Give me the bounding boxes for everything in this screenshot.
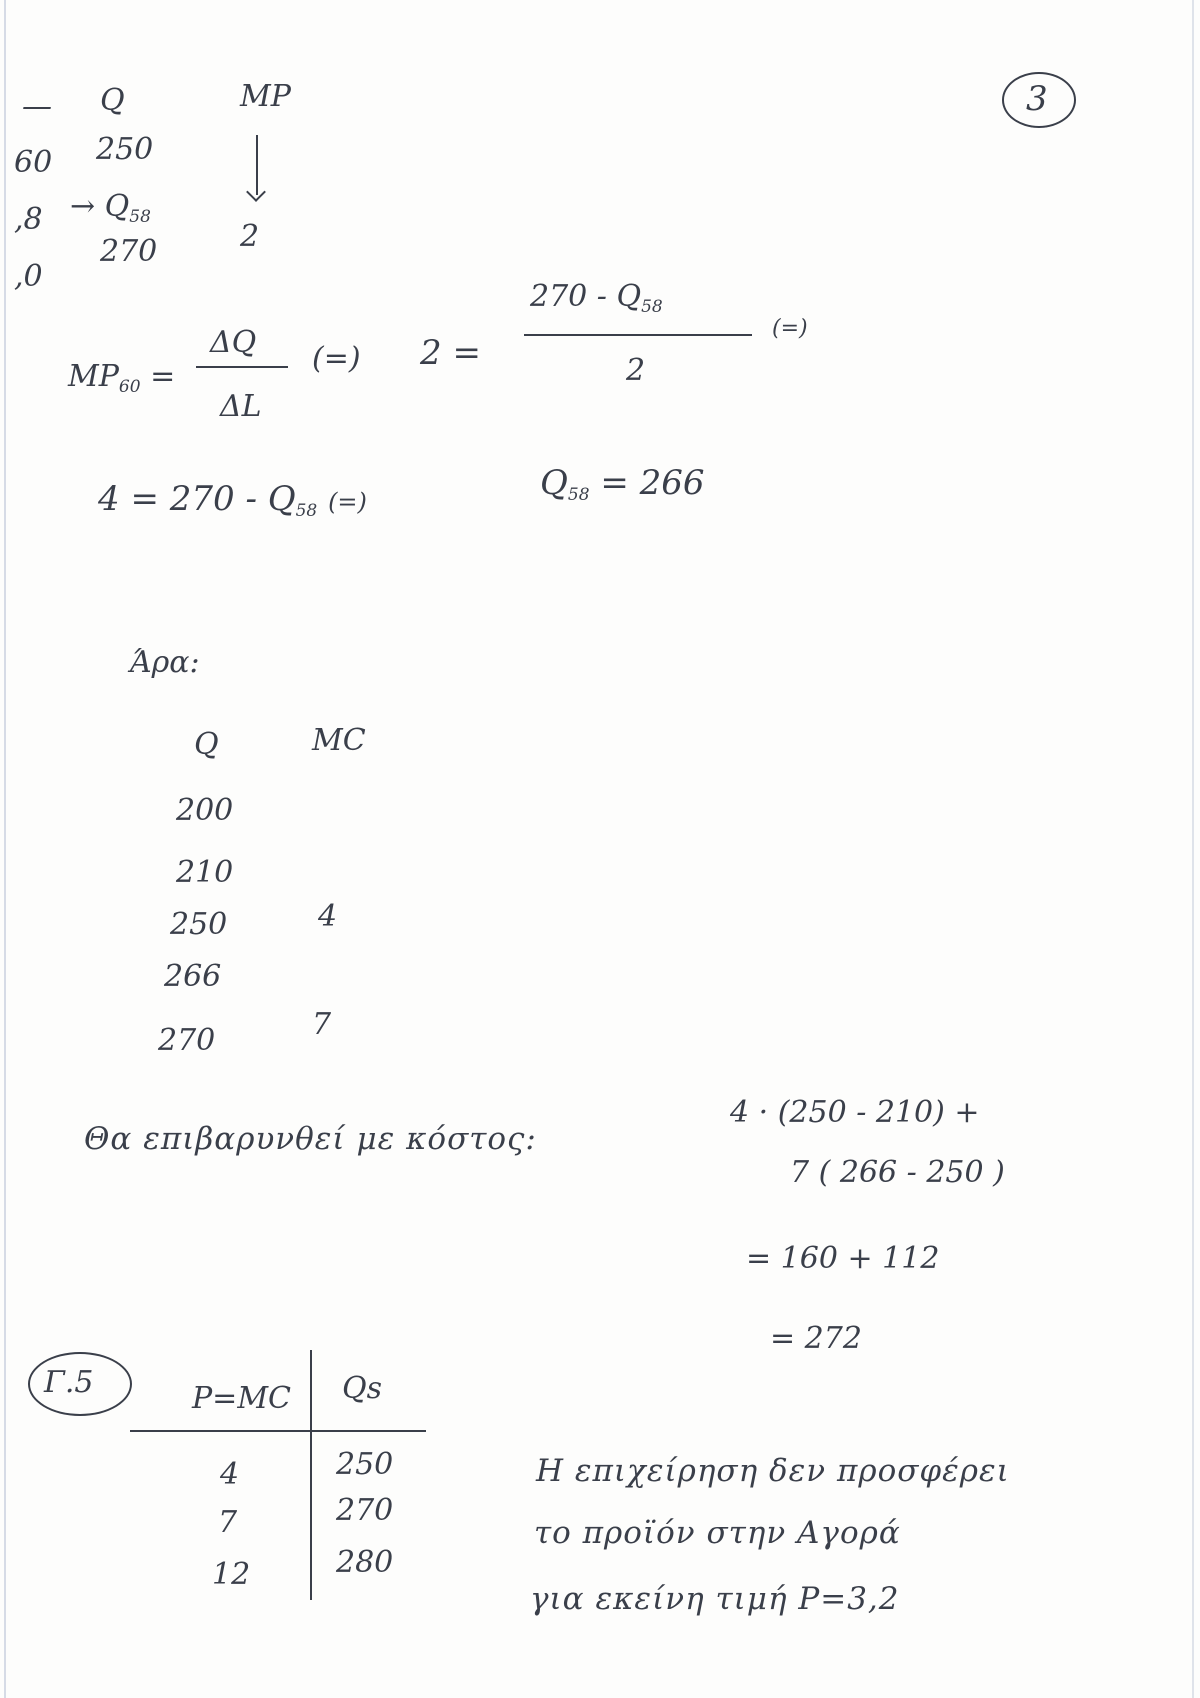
eq2-right-sub: 58: [567, 485, 590, 505]
eq2-left: [98, 479, 367, 521]
frac2-num-text: 270 - Q: [530, 279, 642, 314]
mc-value-4: 4: [318, 899, 338, 934]
page-number: 3: [1026, 79, 1048, 119]
frac1-den: ΔL: [220, 389, 262, 424]
g5-col1: P=MC: [192, 1381, 291, 1416]
left-mark-3: ,0: [14, 259, 43, 294]
mp60-text: MP: [68, 359, 119, 394]
iff-1: (=): [312, 341, 361, 376]
q-header: Q: [100, 83, 125, 118]
mc-q-4: 270: [158, 1023, 216, 1058]
mc-q-header: Q: [194, 727, 219, 762]
g5-q-0: 250: [336, 1447, 394, 1482]
cost-label: Θα επιβαρυνθεί με κόστος:: [84, 1121, 537, 1157]
two-eq: 2 =: [420, 333, 481, 373]
page-edge-left: [4, 0, 6, 1698]
frac2-num-sub: 58: [641, 297, 663, 317]
g5-p-0: 4: [220, 1457, 240, 1492]
conclusion-line3: για εκείνη τιμή P=3,2: [530, 1581, 900, 1617]
mp-value: 2: [240, 219, 260, 254]
q-arrow-text: → Q: [70, 189, 130, 224]
frac1-line: [196, 366, 288, 368]
q58-sub: 58: [129, 207, 151, 227]
mc-q-0: 200: [176, 793, 234, 828]
eq2-right: [540, 463, 705, 505]
frac1-num: ΔQ: [210, 325, 257, 360]
q-270: 270: [100, 234, 158, 269]
g5-q-2: 280: [336, 1545, 394, 1580]
mc-value-7: 7: [312, 1007, 332, 1042]
mp60-eq: =: [150, 359, 176, 394]
eq2-right-val: = 266: [600, 463, 705, 503]
cost-line2: 7 ( 266 - 250 ): [790, 1155, 1005, 1190]
q-250: 250: [96, 132, 154, 167]
frac2-num: [530, 279, 663, 317]
q-arrow: [70, 189, 151, 227]
conclusion-line2: το προϊόν στην Αγορά: [534, 1515, 901, 1551]
left-mark-1: 60: [14, 145, 53, 180]
mc-q-2: 250: [170, 907, 228, 942]
left-mark-0: —: [22, 89, 52, 124]
g5-label: Γ.5: [44, 1365, 94, 1400]
g5-p-2: 12: [212, 1557, 251, 1592]
g5-column-line: [310, 1350, 312, 1600]
mp-header: MP: [240, 79, 291, 114]
eq2-left-sub: 58: [295, 501, 318, 521]
frac2-den: 2: [626, 353, 646, 388]
frac2-line: [524, 334, 752, 336]
cost-line4: = 272: [770, 1321, 862, 1356]
mc-q-3: 266: [164, 959, 222, 994]
left-mark-2: ,8: [14, 202, 43, 237]
cost-line3: = 160 + 112: [746, 1241, 940, 1276]
iff-2: (=): [772, 316, 808, 341]
mc-header: MC: [312, 723, 366, 758]
conclusion-line1: Η επιχείρηση δεν προσφέρει: [536, 1453, 1010, 1489]
mc-q-1: 210: [176, 855, 234, 890]
g5-p-1: 7: [218, 1505, 238, 1540]
eq2-right-text: Q: [540, 463, 568, 503]
cost-line1: 4 · (250 - 210) +: [730, 1095, 980, 1130]
eq2-left-text: 4 = 270 - Q: [98, 479, 296, 519]
g5-header-line: [130, 1430, 426, 1432]
g5-q-1: 270: [336, 1493, 394, 1528]
mp60-sub: 60: [118, 377, 141, 397]
page-edge-right: [1192, 0, 1194, 1698]
mp60-lhs: [68, 359, 176, 397]
eq2-iff: (=): [328, 488, 367, 516]
g5-col2: Qs: [342, 1371, 382, 1406]
down-arrow-icon: [256, 135, 258, 195]
ara-label: Άρα:: [130, 645, 200, 680]
